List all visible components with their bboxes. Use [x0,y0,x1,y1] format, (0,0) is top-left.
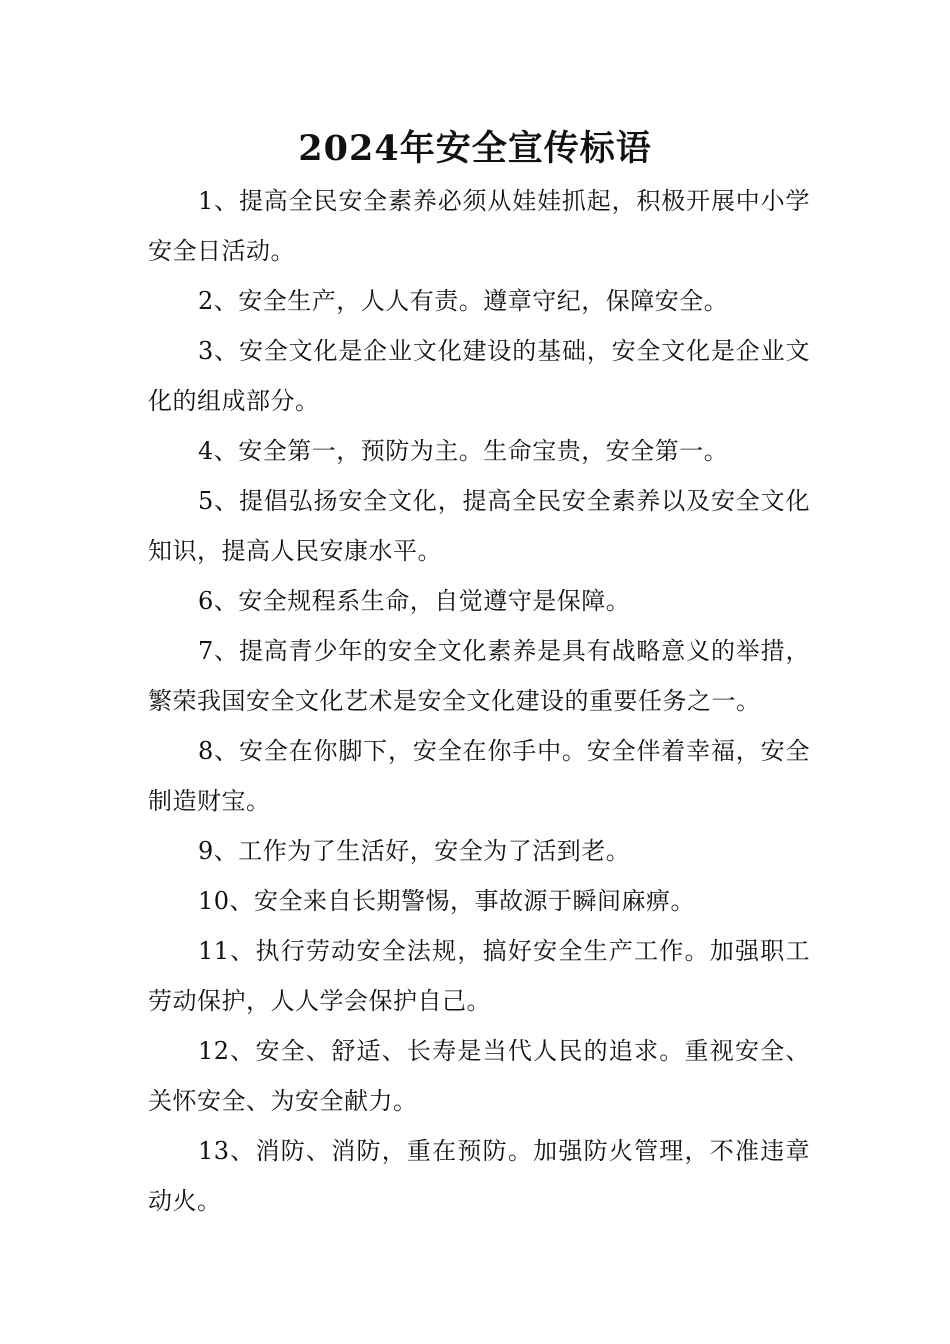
slogan-paragraph-5: 5、提倡弘扬安全文化，提高全民安全素养以及安全文化知识，提高人民安康水平。 [148,487,810,565]
slogan-paragraph-9: 9、工作为了生活好，安全为了活到老。 [198,837,631,865]
slogan-paragraph-12: 12、安全、舒适、长寿是当代人民的追求。重视安全、关怀安全、为安全献力。 [148,1037,810,1115]
slogan-paragraph-3: 3、安全文化是企业文化建设的基础，安全文化是企业文化的组成部分。 [148,337,810,415]
slogan-paragraph-8: 8、安全在你脚下，安全在你手中。安全伴着幸福，安全制造财宝。 [148,737,810,815]
slogan-paragraph-13: 13、消防、消防，重在预防。加强防火管理，不准违章动火。 [148,1137,810,1215]
slogan-paragraph-1: 1、提高全民安全素养必须从娃娃抓起，积极开展中小学安全日活动。 [148,187,810,265]
slogan-paragraph-7: 7、提高青少年的安全文化素养是具有战略意义的举措，繁荣我国安全文化艺术是安全文化建设的重要任务之一。 [148,637,810,715]
document-title: 2024年安全宣传标语 [298,128,652,169]
slogan-paragraph-2: 2、安全生产，人人有责。遵章守纪，保障安全。 [198,287,729,315]
document-body [148,176,810,1226]
slogan-paragraph-6: 6、安全规程系生命，自觉遵守是保障。 [198,587,631,615]
slogan-paragraph-4: 4、安全第一，预防为主。生命宝贵，安全第一。 [198,437,729,465]
slogan-paragraph-10: 10、安全来自长期警惕，事故源于瞬间麻痹。 [198,887,696,915]
slogan-paragraph-11: 11、执行劳动安全法规，搞好安全生产工作。加强职工劳动保护，人人学会保护自己。 [148,937,810,1015]
